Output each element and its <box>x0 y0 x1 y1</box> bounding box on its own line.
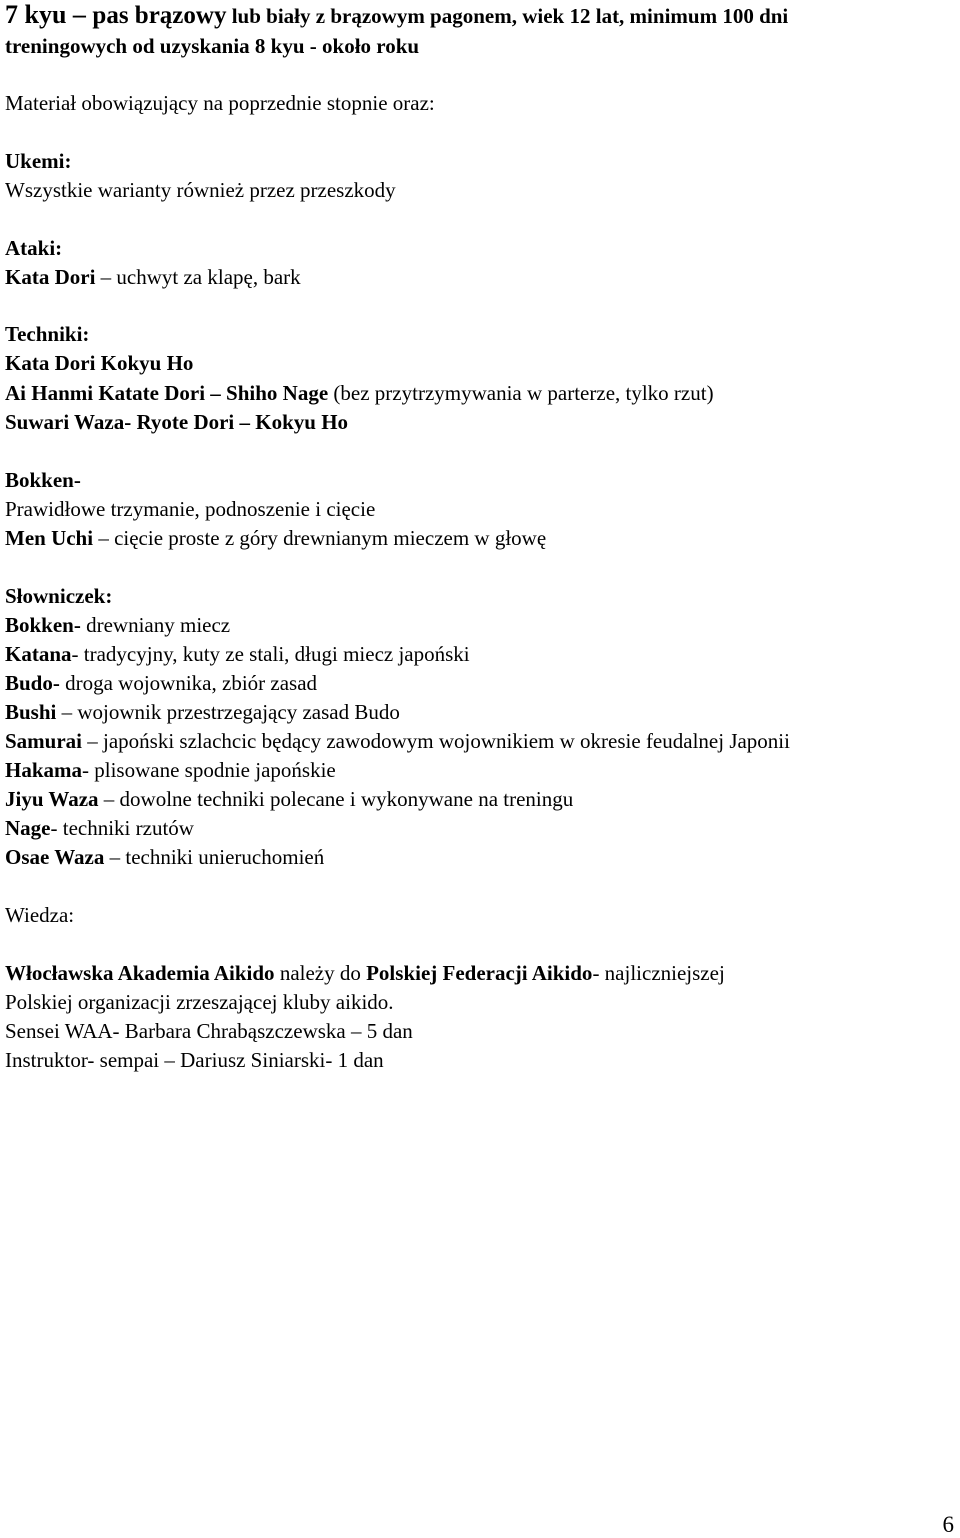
slowniczek-heading: Słowniczek: <box>5 584 113 608</box>
glossary-desc: – techniki unieruchomień <box>104 845 325 869</box>
page-title <box>5 2 788 29</box>
glossary-entry <box>5 815 194 841</box>
wiedza-text: - najliczniejszej <box>592 961 725 985</box>
glossary-term: Katana <box>5 642 72 666</box>
techniki-heading: Techniki: <box>5 322 90 346</box>
bokken-heading: Bokken- <box>5 468 81 492</box>
glossary-desc: – japoński szlachcic będący zawodowym wojownikiem w okresie feudalnej Japonii <box>82 729 790 753</box>
bokken-line-1: Prawidłowe trzymanie, podnoszenie i cięcie <box>5 497 376 521</box>
wiedza-text: należy do <box>274 961 367 985</box>
glossary-term: Jiyu Waza <box>5 787 99 811</box>
techniki-line-2-desc: (bez przytrzymywania w parterze, tylko rzut) <box>328 381 714 405</box>
grade-label: 7 kyu <box>5 0 67 29</box>
title-dash: – <box>66 0 93 29</box>
ukemi-text: Wszystkie warianty również przez przeszkody <box>5 178 396 202</box>
glossary-entry <box>5 641 470 667</box>
glossary-term: Samurai <box>5 729 83 753</box>
glossary-desc: - tradycyjny, kuty ze stali, długi miecz japoński <box>71 642 470 666</box>
wiedza-heading: Wiedza: <box>5 903 75 927</box>
glossary-desc: - techniki rzutów <box>50 816 194 840</box>
wiedza-line-1 <box>5 960 725 986</box>
wiedza-line-2: Polskiej organizacji zrzeszającej kluby aikido. <box>5 990 394 1014</box>
bokken-line-2 <box>5 525 546 551</box>
glossary-term: Nage <box>5 816 51 840</box>
bokken-desc: – cięcie proste z góry drewnianym mieczem w głowę <box>93 526 547 550</box>
wiedza-line-3: Sensei WAA- Barbara Chrabąszczewska – 5 dan <box>5 1019 413 1043</box>
glossary-term: Bokken- <box>5 613 81 637</box>
wiedza-line-4: Instruktor- sempai – Dariusz Siniarski- 1 dan <box>5 1048 384 1072</box>
ataki-desc: – uchwyt za klapę, bark <box>95 265 301 289</box>
glossary-desc: drewniany miecz <box>80 613 231 637</box>
techniki-line-3: Suwari Waza- Ryote Dori – Kokyu Ho <box>5 410 349 434</box>
intro-text: Materiał obowiązujący na poprzednie stopnie oraz: <box>5 91 435 115</box>
glossary-term: Bushi <box>5 700 57 724</box>
federation-name: Polskiej Federacji Aikido <box>366 961 593 985</box>
title-second-line: treningowych od uzyskania 8 kyu - około roku <box>5 34 420 58</box>
bokken-term: Men Uchi <box>5 526 94 550</box>
glossary-desc: – wojownik przestrzegający zasad Budo <box>56 700 400 724</box>
techniki-line-2-term: Ai Hanmi Katate Dori – Shiho Nage <box>5 381 329 405</box>
glossary-entry <box>5 612 230 638</box>
glossary-desc: droga wojownika, zbiór zasad <box>59 671 318 695</box>
ataki-term: Kata Dori <box>5 265 96 289</box>
belt-label: pas brązowy <box>92 2 227 29</box>
glossary-term: Hakama <box>5 758 83 782</box>
ataki-heading: Ataki: <box>5 236 63 260</box>
glossary-desc: – dowolne techniki polecane i wykonywane na treningu <box>98 787 574 811</box>
glossary-entry <box>5 728 790 754</box>
techniki-line-2 <box>5 380 714 406</box>
glossary-entry <box>5 786 573 812</box>
title-rest: lub biały z brązowym pagonem, wiek 12 lat, minimum 100 dni <box>226 4 789 28</box>
ataki-line <box>5 264 301 290</box>
techniki-line-1: Kata Dori Kokyu Ho <box>5 351 194 375</box>
glossary-term: Budo- <box>5 671 60 695</box>
glossary-entry <box>5 670 317 696</box>
ukemi-heading: Ukemi: <box>5 149 72 173</box>
glossary-desc: - plisowane spodnie japońskie <box>82 758 336 782</box>
page-number: 6 <box>942 1512 954 1537</box>
academy-name: Włocławska Akademia Aikido <box>5 961 275 985</box>
glossary-entry <box>5 699 400 725</box>
glossary-entry <box>5 757 336 783</box>
glossary-term: Osae Waza <box>5 845 105 869</box>
glossary-entry <box>5 844 324 870</box>
